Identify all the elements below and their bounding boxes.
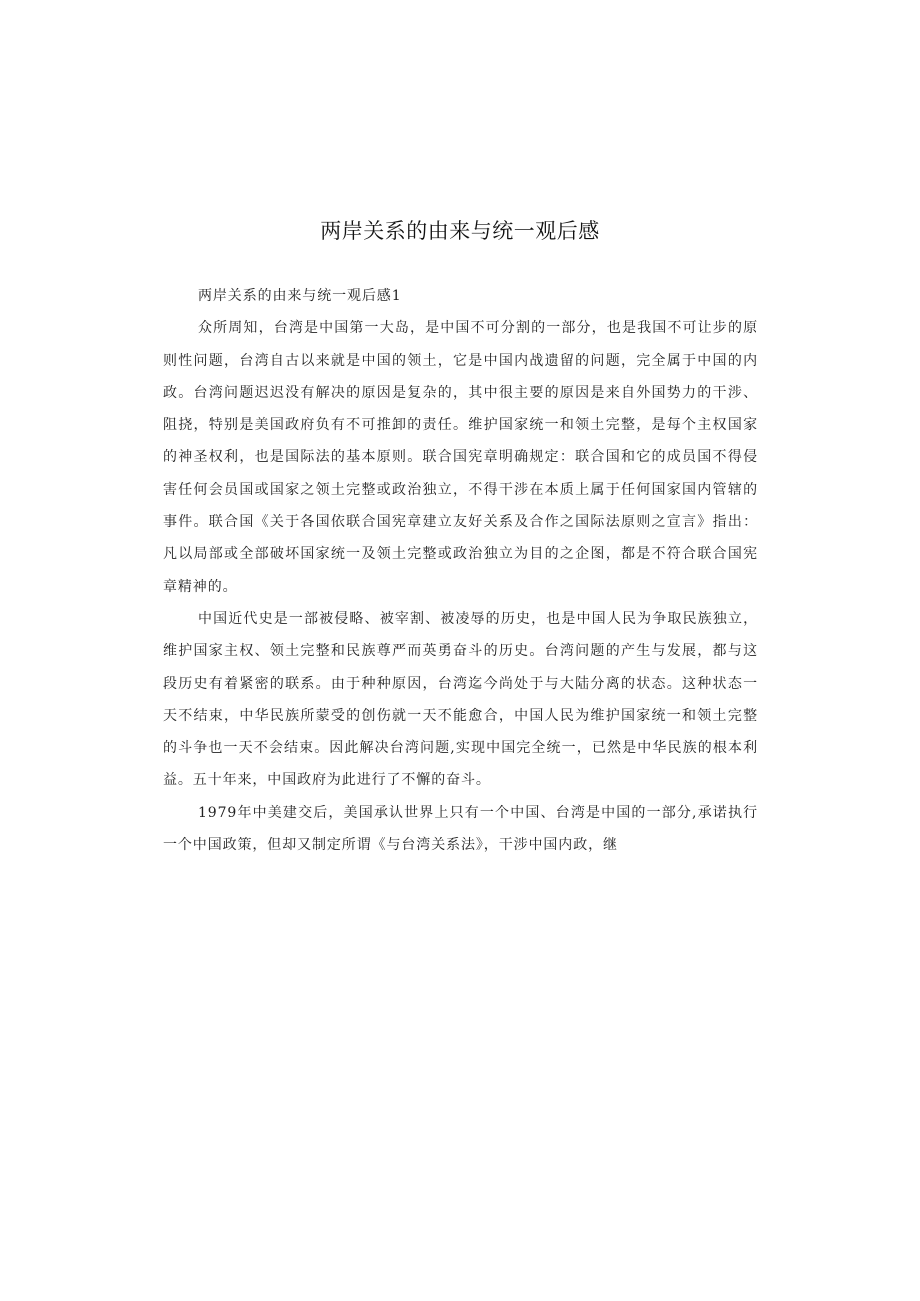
- section-subtitle: 两岸关系的由来与统一观后感1: [198, 288, 402, 304]
- paragraph-1: 众所周知，台湾是中国第一大岛，是中国不可分割的一部分，也是我国不可让步的原则性问题，台湾自古以来就是中国的领土，它是中国内战遗留的问题，完全属于中国的内政。台湾问题迟迟没有解决的原因是复杂的，其中很主要的原因是来自外国势力的干涉、阻挠，特别是美国政府负有不可推卸的责任。维护国家统一和领土完整，是每个主权国家的神圣权利，也是国际法的基本原则。联合国宪章明确规定：联合国和它的成员国不得侵害任何会员国或国家之领土完整或政治独立，不得干涉在本质上属于任何国家国内管辖的事件。联合国《关于各国依联合国宪章建立友好关系及合作之国际法原则之宣言》指出：凡以局部或全部破坏国家统一及领土完整或政治独立为目的之企图，都是不符合联合国宪章精神的。: [163, 320, 758, 595]
- paragraph-2: 中国近代史是一部被侵略、被宰割、被凌辱的历史，也是中国人民为争取民族独立，维护国家主权、领土完整和民族尊严而英勇奋斗的历史。台湾问题的产生与发展，都与这段历史有着紧密的联系。由于种种原因，台湾迄今尚处于与大陆分离的状态。这种状态一天不结束，中华民族所蒙受的创伤就一天不能愈合，中国人民为维护国家统一和领土完整的斗争也一天不会结束。因此解决台湾问题,实现中国完全统一，已然是中华民族的根本利益。五十年来，中国政府为此进行了不懈的奋斗。: [163, 610, 758, 789]
- paragraph-3: 1979年中美建交后，美国承认世界上只有一个中国、台湾是中国的一部分,承诺执行一个中国政策，但却又制定所谓《与台湾关系法》，干涉中国内政，继: [163, 804, 758, 854]
- document-body: [163, 280, 758, 861]
- document-title: 两岸关系的由来与统一观后感: [320, 219, 600, 243]
